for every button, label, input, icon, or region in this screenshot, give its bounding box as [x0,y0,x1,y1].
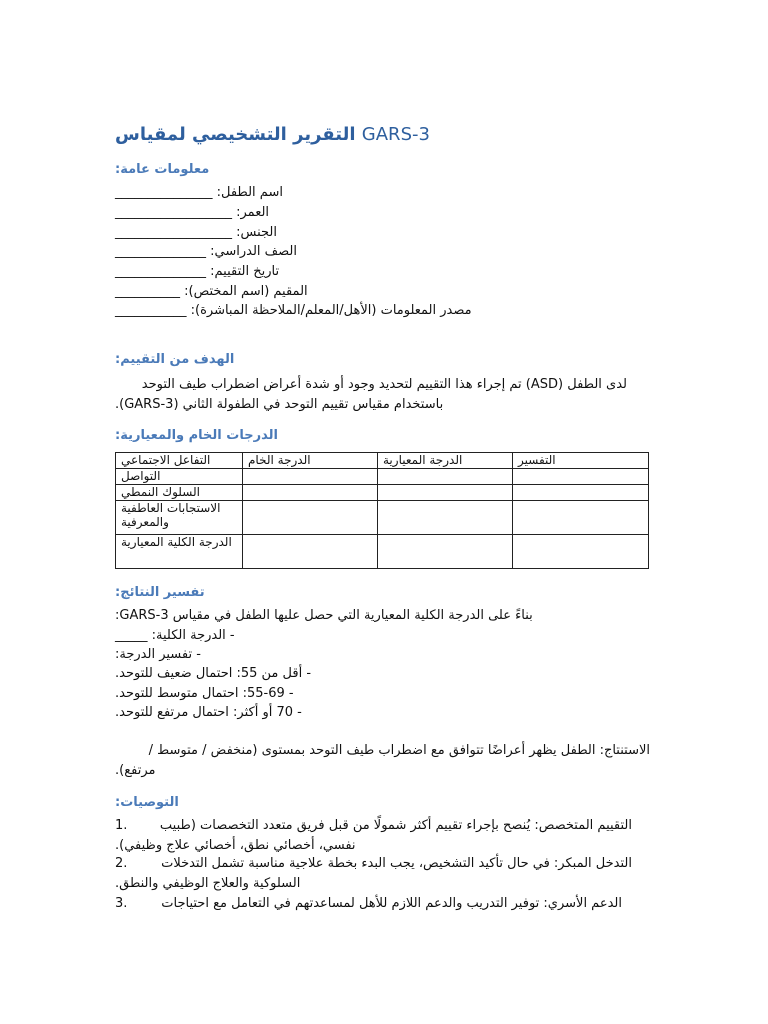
recommendation-number: 2. [115,856,128,871]
interpretation-line: - أقل من 55: احتمال ضعيف للتوحد. [115,666,312,681]
recommendation-line: التقييم المتخصص: يُنصح بإجراء تقييم أكثر شمولًا من قبل فريق متعدد التخصصات (طبيب [159,818,632,833]
table-cell[interactable] [243,485,378,501]
table-header-cell: التفاعل الاجتماعي [116,453,243,469]
conclusion-line-2: مرتفع). [115,763,156,778]
table-row [116,501,649,535]
table-row [116,469,649,485]
table-cell[interactable] [243,469,378,485]
table-cell[interactable] [513,501,649,535]
interpretation-heading: تفسير النتائج: [115,585,205,600]
field-gender: الجنس: __________________ [115,225,277,240]
table-cell[interactable] [378,535,513,569]
interpretation-line: - الدرجة الكلية: _____ [115,628,235,643]
table-cell[interactable] [378,485,513,501]
table-row [116,485,649,501]
field-evaluator: المقيم (اسم المختص): __________ [115,284,308,299]
goal-line-2: باستخدام مقياس تقييم التوحد في الطفولة الثاني (GARS-3). [115,397,444,412]
interpretation-line: - تفسير الدرجة: [115,647,201,662]
goal-heading: الهدف من التقييم: [115,352,235,367]
table-cell[interactable] [513,535,649,569]
recommendation-number: 3. [115,896,128,911]
table-header-row [116,453,649,469]
table-header-cell: الدرجة الخام [243,453,378,469]
table-cell[interactable] [243,501,378,535]
interpretation-line: بناءً على الدرجة الكلية المعيارية التي حصل عليها الطفل في مقياس GARS-3: [115,608,533,623]
field-child-name: اسم الطفل: _______________ [115,185,283,200]
table-cell[interactable] [513,485,649,501]
interpretation-line: - 55-69: احتمال متوسط للتوحد. [115,686,294,701]
title-arabic: التقرير التشخيصي لمقياس [115,124,356,145]
row-label: الدرجة الكلية المعيارية [116,535,243,569]
interpretation-line: - 70 أو أكثر: احتمال مرتفع للتوحد. [115,705,302,720]
table-cell[interactable] [513,469,649,485]
row-label: الاستجابات العاطفية والمعرفية [116,501,243,535]
recommendation-line: السلوكية والعلاج الوظيفي والنطق. [115,876,301,891]
document-title [115,124,430,145]
table-header-cell: التفسير [513,453,649,469]
conclusion-line-1: الاستنتاج: الطفل يظهر أعراضًا تتوافق مع اضطراب طيف التوحد بمستوى (منخفض / متوسط / [148,743,650,758]
scores-table [115,452,649,569]
table-cell[interactable] [243,535,378,569]
recommendation-line: نفسي، أخصائي نطق، أخصائي علاج وظيفي). [115,838,356,853]
scores-heading: الدرجات الخام والمعيارية: [115,428,278,443]
recommendation-line: الدعم الأسري: توفير التدريب والدعم اللازم للأهل لمساعدتهم في التعامل مع احتياجات [161,896,622,911]
row-label: السلوك النمطي [116,485,243,501]
recommendation-line: التدخل المبكر: في حال تأكيد التشخيص، يجب البدء بخطة علاجية مناسبة تشمل التدخلات [161,856,632,871]
table-cell[interactable] [378,501,513,535]
recommendation-number: 1. [115,818,128,833]
field-age: العمر: __________________ [115,205,270,220]
field-eval-date: تاريخ التقييم: ______________ [115,264,280,279]
table-header-cell: الدرجة المعيارية [378,453,513,469]
field-grade: الصف الدراسي: ______________ [115,244,297,259]
general-heading: معلومات عامة: [115,162,210,177]
table-cell[interactable] [378,469,513,485]
field-source: مصدر المعلومات (الأهل/المعلم/الملاحظة المباشرة): ___________ [115,303,472,318]
row-label: التواصل [116,469,243,485]
goal-line-1: لدى الطفل (ASD) تم إجراء هذا التقييم لتحديد وجود أو شدة أعراض اضطراب طيف التوحد [141,377,627,392]
recommendations-heading: التوصيات: [115,795,179,810]
title-code: GARS-3 [361,124,430,145]
table-row [116,535,649,569]
